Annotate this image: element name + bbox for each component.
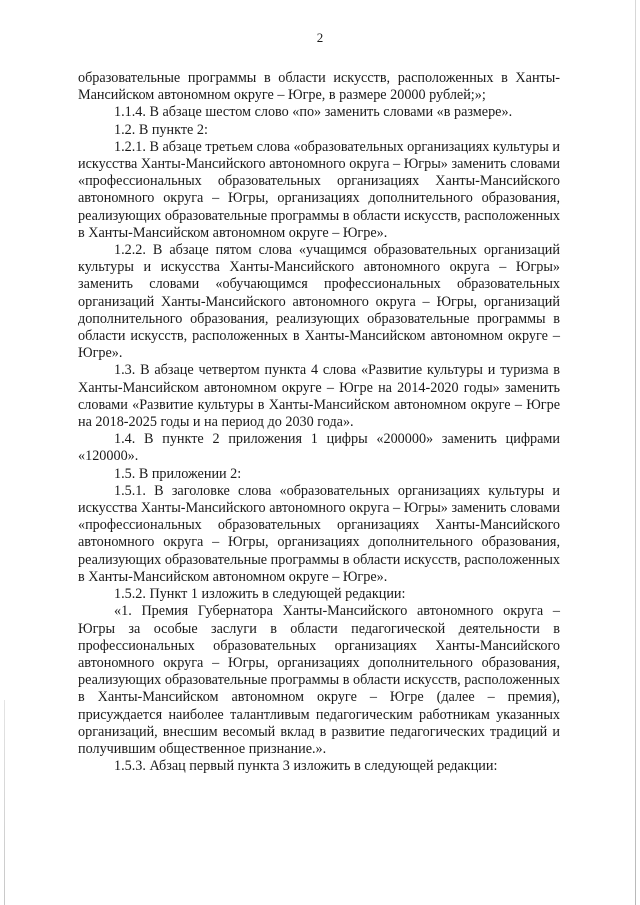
document-body (78, 70, 560, 775)
scan-edge-left (4, 700, 5, 905)
paragraph-1-2: 1.2. В пункте 2: (114, 121, 208, 138)
paragraph-1-5: 1.5. В приложении 2: (114, 465, 242, 482)
paragraph-1-5-1: 1.5.1. В заголовке слова «образовательных организациях культуры и искусства Ханты-Мансийского автономного округа – Югры» заменить словами «профессиональных образовательных организациях Ханты-Мансийского автономного округа – Югры, организациях дополнительного образования, реализующих образовательные программы в области искусств, расположенных в Ханты-Мансийском автономном округе – Югре». (78, 482, 560, 585)
paragraph-quoted-point-1: «1. Премия Губернатора Ханты-Мансийского автономного округа – Югры за особые заслуги в области педагогической деятельности в профессиональных образовательных организациях Ханты-Мансийского автономного округа – Югры, организациях дополнительного образования, реализующих образовательные программы в области искусств, расположенных в Ханты-Мансийском автономном округе – Югре (далее – премия), присуждается наиболее талантливым педагогическим работникам указанных организаций, внесшим весомый вклад в развитие педагогических традиций и получившим общественное признание.». (78, 603, 560, 757)
paragraph-1-5-2: 1.5.2. Пункт 1 изложить в следующей редакции: (114, 586, 406, 603)
page-number: 2 (316, 30, 324, 45)
paragraph-1-4: 1.4. В пункте 2 приложения 1 цифры «200000» заменить цифрами «120000». (78, 431, 560, 465)
paragraph-continuation: образовательные программы в области искусств, расположенных в Ханты-Мансийском автономном округе – Югре, в размере 20000 рублей;»; (78, 70, 560, 104)
paragraph-1-2-2: 1.2.2. В абзаце пятом слова «учащимся образовательных организаций культуры и искусства Ханты-Мансийского автономного округа – Югры» заменить словами «обучающимся профессиональных образовательных организаций Ханты-Мансийского автономного округа – Югры, организаций дополнительного образования, реализующих образовательные программы в области искусств, расположенных в Ханты-Мансийском автономном округе – Югре». (78, 242, 560, 362)
scan-edge-right (635, 0, 636, 905)
paragraph-1-2-1: 1.2.1. В абзаце третьем слова «образовательных организациях культуры и искусства Ханты-Мансийского автономного округа – Югры» заменить словами «профессиональных образовательных организациях Ханты-Мансийского автономного округа – Югры, организациях дополнительного образования, реализующих образовательные программы в области искусств, расположенных в Ханты-Мансийском автономном округе – Югре». (78, 138, 560, 241)
paragraph-1-3: 1.3. В абзаце четвертом пункта 4 слова «Развитие культуры и туризма в Ханты-Мансийском автономном округе – Югре на 2014-2020 годы» заменить словами «Развитие культуры в Ханты-Мансийском автономном округе – Югре на 2018-2025 годы и на период до 2030 года». (78, 362, 560, 431)
paragraph-1-1-4: 1.1.4. В абзаце шестом слово «по» заменить словами «в размере». (114, 104, 513, 121)
paragraph-1-5-3: 1.5.3. Абзац первый пункта 3 изложить в следующей редакции: (114, 758, 498, 775)
